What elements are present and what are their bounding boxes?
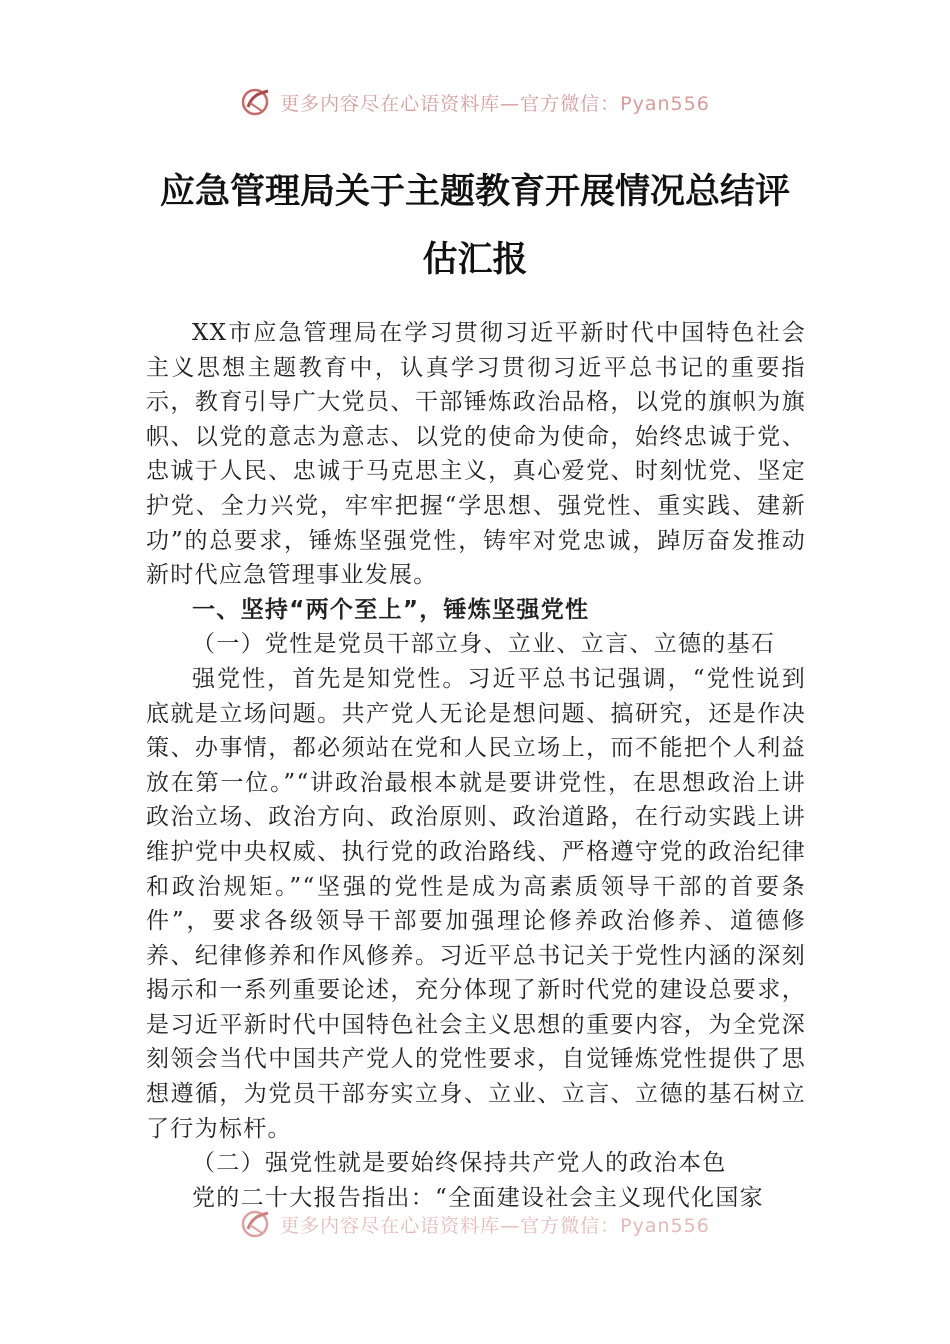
watermark-header bbox=[0, 82, 950, 122]
section-heading-1: 一、坚持“两个至上”，锤炼坚强党性 bbox=[192, 596, 590, 623]
brand-logo-icon bbox=[240, 85, 274, 119]
intro-paragraph: XX市应急管理局在学习贯彻习近平新时代中国特色社会主义思想主题教育中，认真学习贯彻习近平总书记的重要指示，教育引导广大党员、干部锤炼政治品格，以党的旗帜为旗帜、以党的意志为意志、以党的使命为使命，始终忠诚于党、忠诚于人民、忠诚于马克思主义，真心爱党、时刻忧党、坚定护党、全力兴党，牢牢把握“学思想、强党性、重实践、建新功”的总要求，锤炼坚强党性，铸牢对党忠诚，踔厉奋发推动新时代应急管理事业发展。 bbox=[146, 320, 806, 589]
body-paragraph-1: 强党性，首先是知党性。习近平总书记强调，“党性说到底就是立场问题。共产党人无论是想问题、搞研究，还是作决策、办事情，都必须站在党和人民立场上，而不能把个人利益放在第一位。”“讲政治最根本就是要讲党性，在思想政治上讲政治立场、政治方向、政治原则、政治道路，在行动实践上讲维护党中央权威、执行党的政治路线、严格遵守党的政治纪律和政治规矩。”“坚强的党性是成为高素质领导干部的首要条件”，要求各级领导干部要加强理论修养政治修养、道德修养、纪律修养和作风修养。习近平总书记关于党性内涵的深刻揭示和一系列重要论述，充分体现了新时代党的建设总要求，是习近平新时代中国特色社会主义思想的重要内容，为全党深刻领会当代中国共产党人的党性要求，自觉锤炼党性提供了思想遵循，为党员干部夯实立身、立业、立言、立德的基石树立了行为标杆。 bbox=[146, 665, 806, 1142]
body-paragraph-2: 党的二十大报告指出：“全面建设社会主义现代化国家 bbox=[192, 1184, 764, 1211]
brand-logo-icon bbox=[240, 1207, 274, 1241]
subsection-heading-1: （一）党性是党员干部立身、立业、立言、立德的基石 bbox=[192, 631, 776, 658]
watermark-footer bbox=[0, 1204, 950, 1244]
watermark-text: 更多内容尽在心语资料库—官方微信：Pyan556 bbox=[280, 1214, 710, 1237]
document-body bbox=[146, 316, 806, 1215]
watermark-text: 更多内容尽在心语资料库—官方微信：Pyan556 bbox=[280, 92, 710, 115]
document-title bbox=[120, 158, 830, 294]
title-line-2: 估汇报 bbox=[422, 239, 528, 280]
subsection-heading-2: （二）强党性就是要始终保持共产党人的政治本色 bbox=[192, 1150, 727, 1177]
title-line-1: 应急管理局关于主题教育开展情况总结评 bbox=[159, 171, 790, 212]
